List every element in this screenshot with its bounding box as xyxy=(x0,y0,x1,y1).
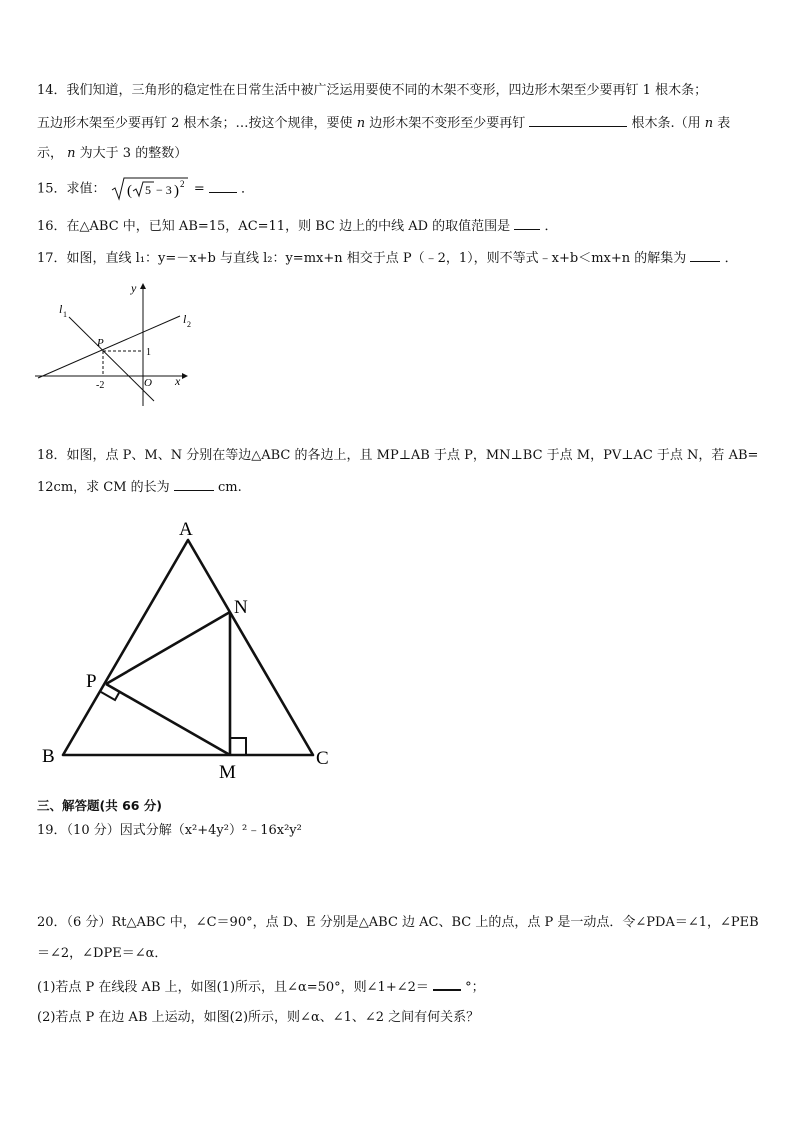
q20-line3b: °； xyxy=(465,980,485,995)
l2-label: l xyxy=(183,312,187,326)
svg-text:): ) xyxy=(173,183,179,199)
q17-end: ． xyxy=(724,251,738,266)
l1-label: l xyxy=(59,302,63,316)
y-one-label: 1 xyxy=(146,347,151,358)
segment-pm xyxy=(106,684,230,755)
q15-exponent: 2 xyxy=(179,179,185,189)
point-p-label: P xyxy=(86,671,97,692)
q14-line3b: 为大于 3 的整数） xyxy=(79,146,188,161)
q15-prefix: 15．求值： xyxy=(37,181,106,197)
q15-answer-blank[interactable] xyxy=(209,180,237,193)
q20-answer-blank[interactable] xyxy=(433,977,461,991)
q14-line2 xyxy=(37,114,730,133)
y-axis-arrow xyxy=(140,283,146,289)
right-angle-mark-p xyxy=(101,691,120,700)
q16-end: ． xyxy=(544,219,558,234)
q17-line xyxy=(37,249,738,268)
q15-end: ． xyxy=(241,181,255,197)
q20-line2: ＝∠2，∠DPE＝∠α． xyxy=(37,946,168,961)
q14-line2a: 五边形木架至少要再钉 2 根木条；…按这个规律，要使 xyxy=(37,116,353,131)
q20-line3 xyxy=(37,977,485,997)
q18-triangle-figure xyxy=(36,512,346,782)
q14-line1: 14．我们知道，三角形的稳定性在日常生活中被广泛运用要使不同的木架不变形，四边形木架至少要再钉 1 根木条； xyxy=(37,83,708,98)
q20-line1: 20．（6 分）Rt△ABC 中，∠C＝90°，点 D、E 分别是△ABC 边 AC、BC 上的点，点 P 是一动点．令∠PDA＝∠1，∠PEB xyxy=(37,915,759,930)
y-label: y xyxy=(131,281,137,295)
q18-line2a: 12cm，求 CM 的长为 xyxy=(37,480,170,495)
line-l2 xyxy=(38,316,180,378)
q18-line2 xyxy=(37,478,242,497)
q14-answer-blank[interactable] xyxy=(529,114,627,127)
triangle-abc xyxy=(63,540,313,755)
point-n-label: N xyxy=(234,597,248,618)
q15-sqrt5: 5 xyxy=(144,183,151,197)
q18-line1: 18．如图，点 P、M、N 分别在等边△ABC 的各边上，且 MP⊥AB 于点 P，MN⊥BC 于点 M，PV⊥AC 于点 N，若 AB= xyxy=(37,448,759,463)
q14-line3 xyxy=(37,145,187,163)
section-heading: 三、解答题(共 66 分) xyxy=(37,798,163,813)
q14-n-var-3: n xyxy=(67,146,76,161)
q20-line3a: (1)若点 P 在线段 AB 上，如图(1)所示，且∠α=50°，则∠1+∠2＝ xyxy=(37,980,429,995)
q15-line xyxy=(37,176,254,202)
q14-n-var-2: n xyxy=(704,116,714,131)
q14-line2b: 边形木架不变形至少要再钉 xyxy=(369,116,526,131)
right-angle-mark-m xyxy=(230,738,246,755)
svg-text:(: ( xyxy=(126,183,132,199)
vertex-c-label: C xyxy=(316,748,329,769)
l1-subscript: 1 xyxy=(63,310,67,319)
q14-line2d: 表 xyxy=(717,116,731,131)
q15-sqrt-expression xyxy=(110,176,190,202)
l2-subscript: 2 xyxy=(187,320,191,329)
x-minus2-label: -2 xyxy=(96,380,105,391)
vertex-a-label: A xyxy=(179,519,193,540)
q17-answer-blank[interactable] xyxy=(690,249,720,262)
q19-line: 19．（10 分）因式分解（x²+4y²）²﹣16x²y² xyxy=(37,823,302,838)
q16-answer-blank[interactable] xyxy=(514,217,540,230)
x-label: x xyxy=(175,374,181,388)
q20-line4: (2)若点 P 在边 AB 上运动，如图(2)所示，则∠α、∠1、∠2 之间有何关系？ xyxy=(37,1010,480,1025)
q16-line xyxy=(37,217,557,236)
point-m-label: M xyxy=(219,762,236,782)
origin-label: O xyxy=(144,377,152,389)
vertex-b-label: B xyxy=(42,746,55,767)
q17-text: 17．如图，直线 l₁：y=－x+b 与直线 l₂：y=mx+n 相交于点 P（﹣2，1），则不等式﹣x+b＜mx+n 的解集为 xyxy=(37,251,687,266)
q17-figure xyxy=(30,278,200,410)
q14-n-var-1: n xyxy=(356,116,366,131)
q16-text: 16．在△ABC 中，已知 AB=15，AC=11，则 BC 边上的中线 AD 的取值范围是 xyxy=(37,219,511,234)
x-axis-arrow xyxy=(182,373,188,379)
p-label: P xyxy=(97,337,104,349)
q14-line2c: 根木条.（用 xyxy=(631,116,701,131)
q18-line2b: cm. xyxy=(217,480,242,495)
q15-minus3: − 3 xyxy=(155,183,172,197)
q18-answer-blank[interactable] xyxy=(174,478,214,491)
q15-equals: = xyxy=(193,181,205,197)
q14-line3a: 示， xyxy=(37,146,64,161)
